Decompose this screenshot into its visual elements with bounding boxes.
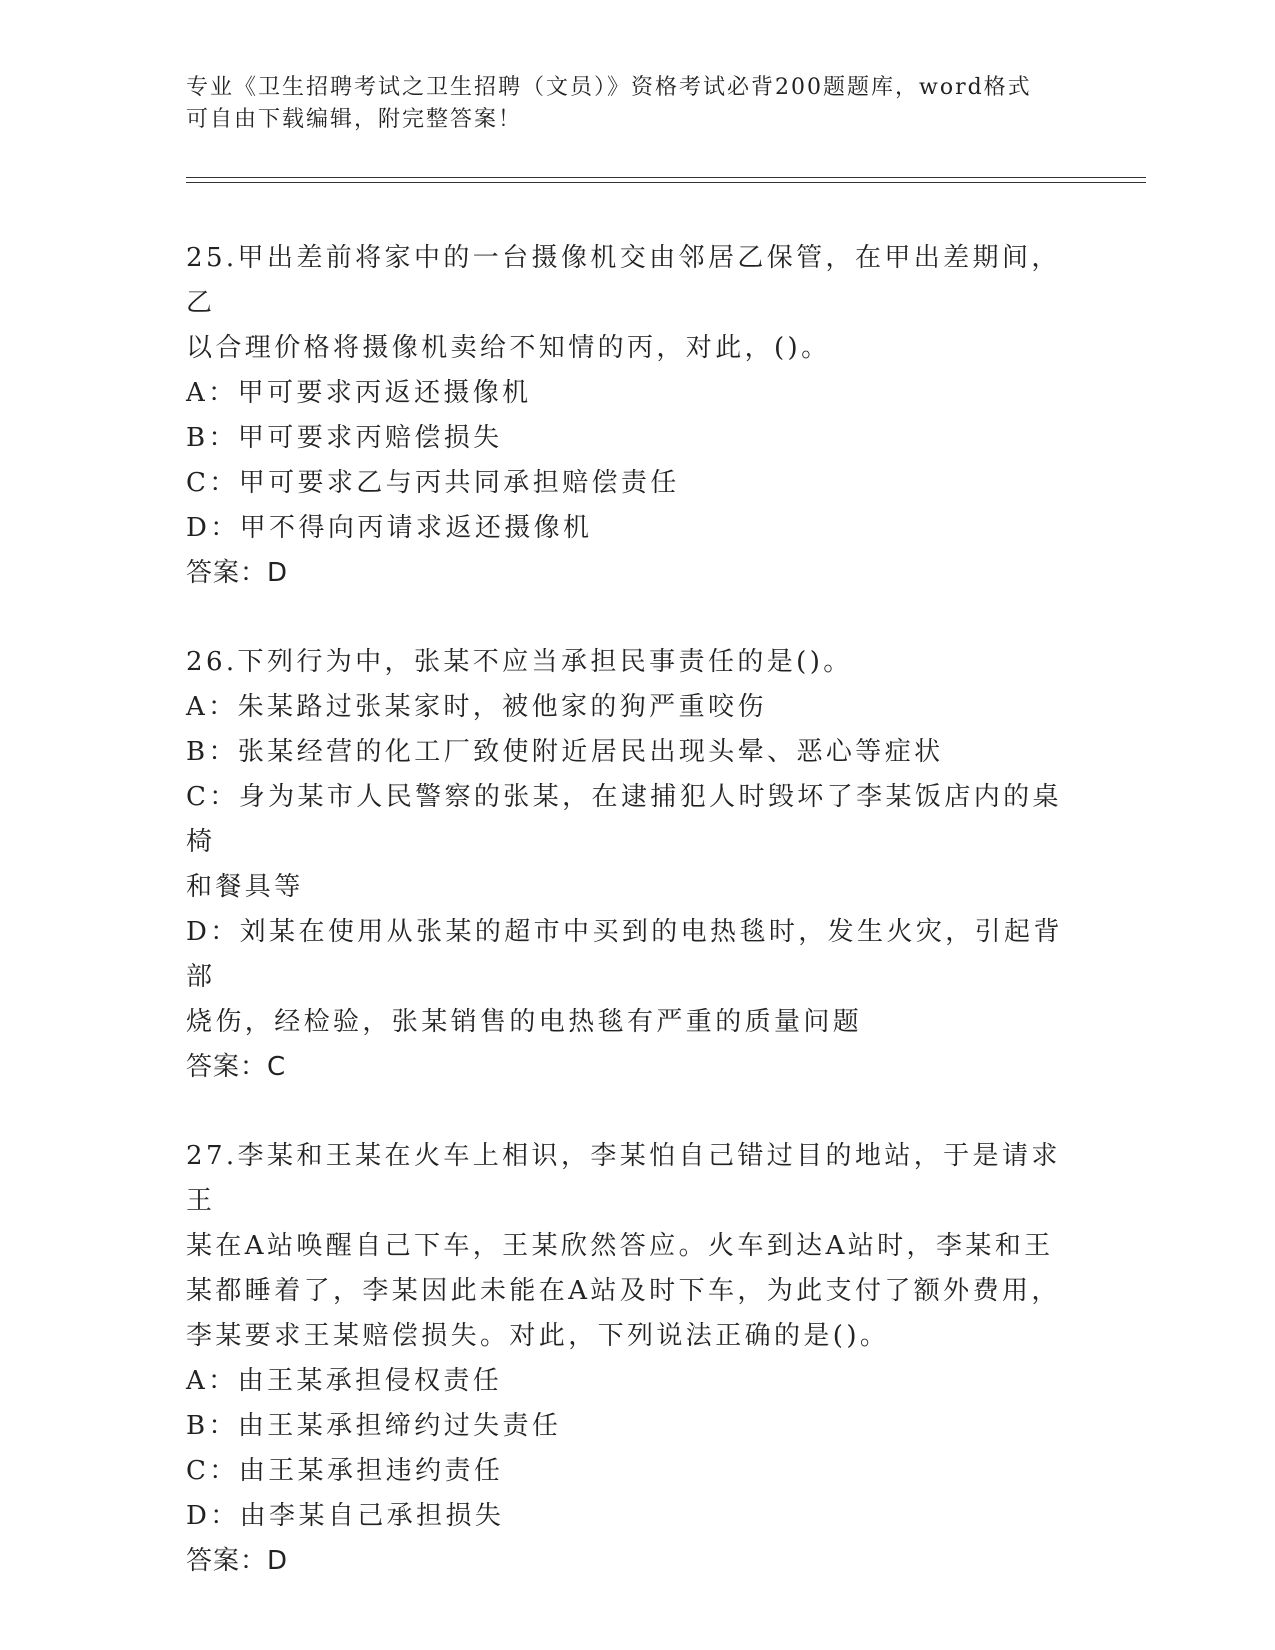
question-26 <box>186 640 1066 1090</box>
option-c-continued: 和餐具等 <box>186 872 304 902</box>
question-stem-line: 26.下列行为中，张某不应当承担民事责任的是()。 <box>186 647 853 677</box>
answer-line: 答案：C <box>186 1052 287 1082</box>
option-a: A：朱某路过张某家时，被他家的狗严重咬伤 <box>186 692 767 722</box>
option-b: B：张某经营的化工厂致使附近居民出现头晕、恶心等症状 <box>186 737 944 767</box>
question-stem-line: 某都睡着了，李某因此未能在A站及时下车，为此支付了额外费用， <box>186 1276 1061 1306</box>
option-b: B：甲可要求丙赔偿损失 <box>186 423 503 453</box>
option-a: A：甲可要求丙返还摄像机 <box>186 378 532 408</box>
answer-line: 答案：D <box>186 1546 289 1576</box>
question-stem-line: 李某要求王某赔偿损失。对此，下列说法正确的是()。 <box>186 1321 890 1351</box>
header-line-2: 可自由下载编辑，附完整答案！ <box>186 107 523 132</box>
option-d: D：刘某在使用从张某的超市中买到的电热毯时，发生火灾，引起背部 <box>186 917 1063 992</box>
option-c: C：身为某市人民警察的张某，在逮捕犯人时毁坏了李某饭店内的桌椅 <box>186 782 1062 857</box>
document-header <box>186 72 1066 136</box>
option-c: C：由王某承担违约责任 <box>186 1456 504 1486</box>
option-d-continued: 烧伤，经检验，张某销售的电热毯有严重的质量问题 <box>186 1007 863 1037</box>
option-d: D：甲不得向丙请求返还摄像机 <box>186 513 593 543</box>
option-a: A：由王某承担侵权责任 <box>186 1366 503 1396</box>
header-rule-bottom <box>186 182 1146 183</box>
option-b: B：由王某承担缔约过失责任 <box>186 1411 562 1441</box>
question-stem-line: 某在A站唤醒自己下车，王某欣然答应。火车到达A站时，李某和王 <box>186 1231 1054 1261</box>
question-stem-line: 以合理价格将摄像机卖给不知情的丙，对此，()。 <box>186 333 831 363</box>
question-stem-line: 25.甲出差前将家中的一台摄像机交由邻居乙保管，在甲出差期间，乙 <box>186 243 1061 318</box>
option-c: C：甲可要求乙与丙共同承担赔偿责任 <box>186 468 680 498</box>
option-d: D：由李某自己承担损失 <box>186 1501 505 1531</box>
header-line-1: 专业《卫生招聘考试之卫生招聘（文员）》资格考试必背200题题库，word格式 <box>186 75 1032 100</box>
question-list <box>186 236 1066 1628</box>
header-rule-top <box>186 177 1146 178</box>
question-stem-line: 27.李某和王某在火车上相识，李某怕自己错过目的地站，于是请求王 <box>186 1141 1061 1216</box>
answer-line: 答案：D <box>186 558 289 588</box>
question-27 <box>186 1134 1066 1584</box>
question-25 <box>186 236 1066 596</box>
